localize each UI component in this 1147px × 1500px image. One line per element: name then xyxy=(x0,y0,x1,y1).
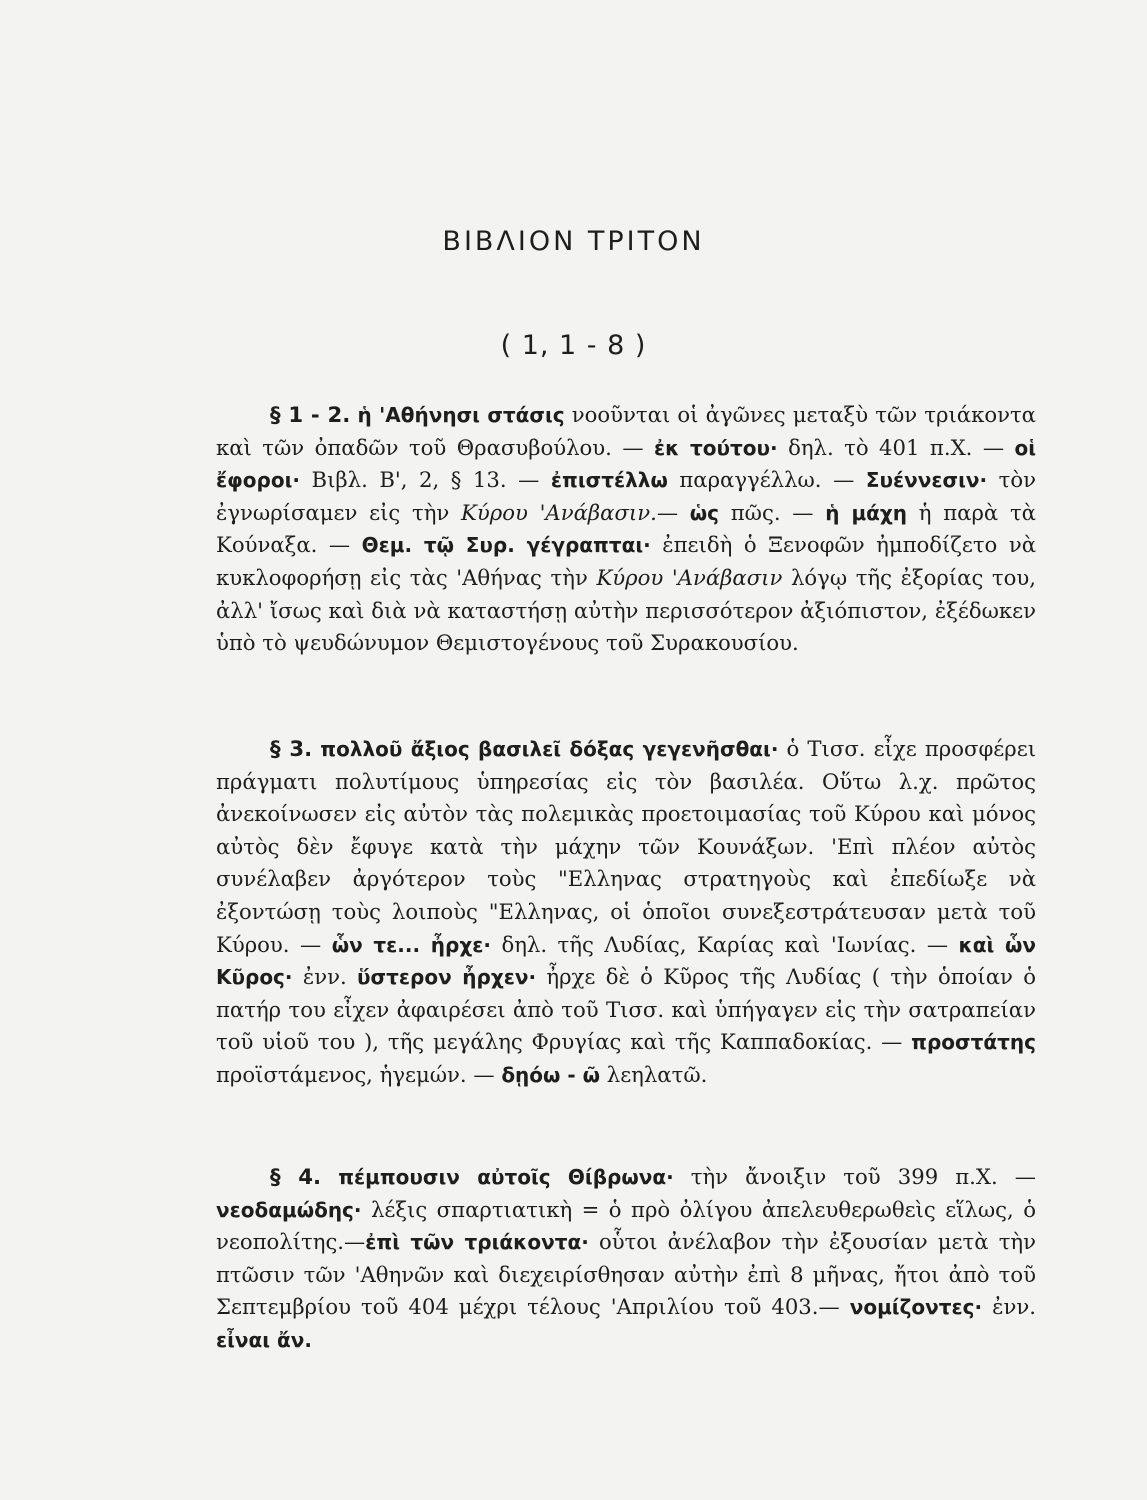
lemma-term: ὕστερον ἦρχεν· xyxy=(357,965,537,990)
commentary-text: οὗτοι ἀνέλαβον τὴν ἐξουσίαν μετὰ τὴν πτῶσιν τῶν 'Αθηνῶν καὶ διεχειρίσθησαν αὐτὴν ἐπὶ 8 μῆνας, ἤτοι ἀπὸ τοῦ Σεπτεμβρίου τοῦ 404 μέχρι τέλους 'Απριλίου τοῦ 403.— xyxy=(216,1229,1036,1320)
lemma-term: Συέννεσιν· xyxy=(865,468,988,493)
lemma-term: καὶ ὧν Κῦρος· xyxy=(216,932,1036,990)
lemma-term: ἡ 'Αθήνησι στάσις xyxy=(357,403,565,427)
section-number: § 4. xyxy=(270,1164,322,1189)
commentary-text: ἐνν. xyxy=(292,964,358,990)
commentary-text: λέξις σπαρτιατικὴ = ὁ πρὸ ὀλίγου ἀπελευθερωθεὶς εἵλως, ὁ νεοπολίτης.— xyxy=(216,1196,1036,1255)
lemma-term: νομίζοντες· xyxy=(849,1295,983,1320)
commentary-text: ὁ Τισσ. εἶχε προσφέρει πράγματι πολυτίμους ὑπηρεσίας εἰς τὸν βασιλέα. Οὕτω λ.χ. πρῶτος ἀνεκοίνωσεν εἰς αὐτὸν τὰς πολεμικὰς προετοιμασίας τοῦ Κύρου καὶ μόνος αὐτὸς δὲν ἔφυγε κατὰ τὴν μάχην τῶν Κουνάξων. 'Επὶ πλέον αὐτὸς συνέλαβεν ἀργότερον τοὺς "Ελληνας στρατηγοὺς καὶ ἐπεδίωξε νὰ ἐξοντώσῃ τοὺς λοιποὺς "Ελληνας, οἱ ὁποῖοι συνεξεστράτευσαν μετὰ τοῦ Κύρου. — xyxy=(216,736,1037,957)
commentary-text: προϊστάμενος, ἡγεμών. — xyxy=(216,1061,502,1087)
commentary-text: πῶς. — xyxy=(719,499,826,525)
lemma-term: Θεμ. τῷ Συρ. γέγραπται· xyxy=(361,533,651,558)
commentary-text: ἦρχε δὲ ὁ Κῦρος τῆς Λυδίας ( τὴν ὁποίαν ὁ πατήρ του εἶχεν ἀφαιρέσει ἀπὸ τοῦ Τισσ. καὶ ὑπήγαγεν εἰς τὴν σατραπείαν τοῦ υἱοῦ του ), τῆς μεγάλης Φρυγίας καὶ τῆς Καππαδοκίας. — xyxy=(216,964,1036,1055)
lemma-term: ὡς xyxy=(689,500,720,525)
book-title-reference: Κύρου 'Ανάβασιν. xyxy=(461,499,657,525)
lemma-term: πέμπουσιν αὐτοῖς Θίβρωνα· xyxy=(338,1165,674,1189)
commentary-text: ἐνν. xyxy=(982,1294,1036,1320)
lemma-term: εἶναι ἄν. xyxy=(216,1327,313,1352)
commentary-text: τὴν ἄνοιξιν τοῦ 399 π.Χ. — xyxy=(673,1164,1036,1189)
book-title-reference: Κύρου 'Ανάβασιν xyxy=(596,564,783,590)
commentary-text: τὸν ἐγνωρίσαμεν εἰς τὴν xyxy=(216,467,1037,525)
commentary-text: λόγῳ τῆς ἐξορίας του, ἀλλ' ἴσως καὶ διὰ νὰ καταστήσῃ αὐτὴν περισσότερον ἀξιόπιστον, ἐξέδωκεν ὑπὸ τὸ ψευδώνυμον Θεμιστογένους τοῦ Συρακουσίου. xyxy=(216,564,1037,656)
commentary-text: δηλ. τῆς Λυδίας, Καρίας καὶ 'Ιωνίας. — xyxy=(490,931,959,957)
section-number: § 1 - 2. xyxy=(270,402,351,427)
lemma-term: οἱ ἔφοροι· xyxy=(216,435,1037,493)
section-number: § 3. xyxy=(270,736,313,761)
lemma-term: δῃόω - ῶ xyxy=(501,1062,601,1087)
lemma-term: ἐκ τούτου· xyxy=(653,435,778,460)
commentary-text: Βιβλ. Β', 2, § 13. — xyxy=(299,467,551,493)
commentary-paragraph xyxy=(216,399,1036,660)
commentary-paragraph xyxy=(216,733,1036,1092)
lemma-term: προστάτης xyxy=(911,1030,1036,1055)
commentary-text: ἐπειδὴ ὁ Ξενοφῶν ἠμποδίζετο νὰ κυκλοφορήσῃ εἰς τὰς 'Αθήνας τὴν xyxy=(216,532,1037,590)
commentary-text: ἡ παρὰ τὰ Κούναξα. — xyxy=(216,499,1036,558)
commentary-paragraph xyxy=(216,1161,1036,1357)
commentary-text: παραγγέλλω. — xyxy=(667,467,866,493)
lemma-term: πολλοῦ ἄξιος βασιλεῖ δόξας γεγενῆσθαι· xyxy=(320,737,779,761)
lemma-term: ἐπὶ τῶν τριάκοντα· xyxy=(365,1230,589,1255)
commentary-text: — xyxy=(656,499,690,525)
book-title: ΒΙΒΛΙΟΝ ΤΡΙΤΟΝ xyxy=(442,226,705,257)
lemma-term: ἐπιστέλλω xyxy=(550,468,668,493)
lemma-term: νεοδαμώδης· xyxy=(216,1197,362,1222)
lemma-term: ὧν τε... ἦρχε· xyxy=(331,932,491,957)
commentary-text: νοοῦνται οἱ ἀγῶνες μεταξὺ τῶν τριάκοντα καὶ τῶν ὀπαδῶν τοῦ Θρασυβούλου. — xyxy=(216,402,1036,460)
lemma-term: ἡ μάχη xyxy=(825,500,908,525)
commentary-text: λεηλατῶ. xyxy=(600,1061,708,1087)
commentary-text: δηλ. τὸ 401 π.Χ. — xyxy=(777,434,1015,460)
section-range: ( 1, 1 - 8 ) xyxy=(500,330,647,361)
